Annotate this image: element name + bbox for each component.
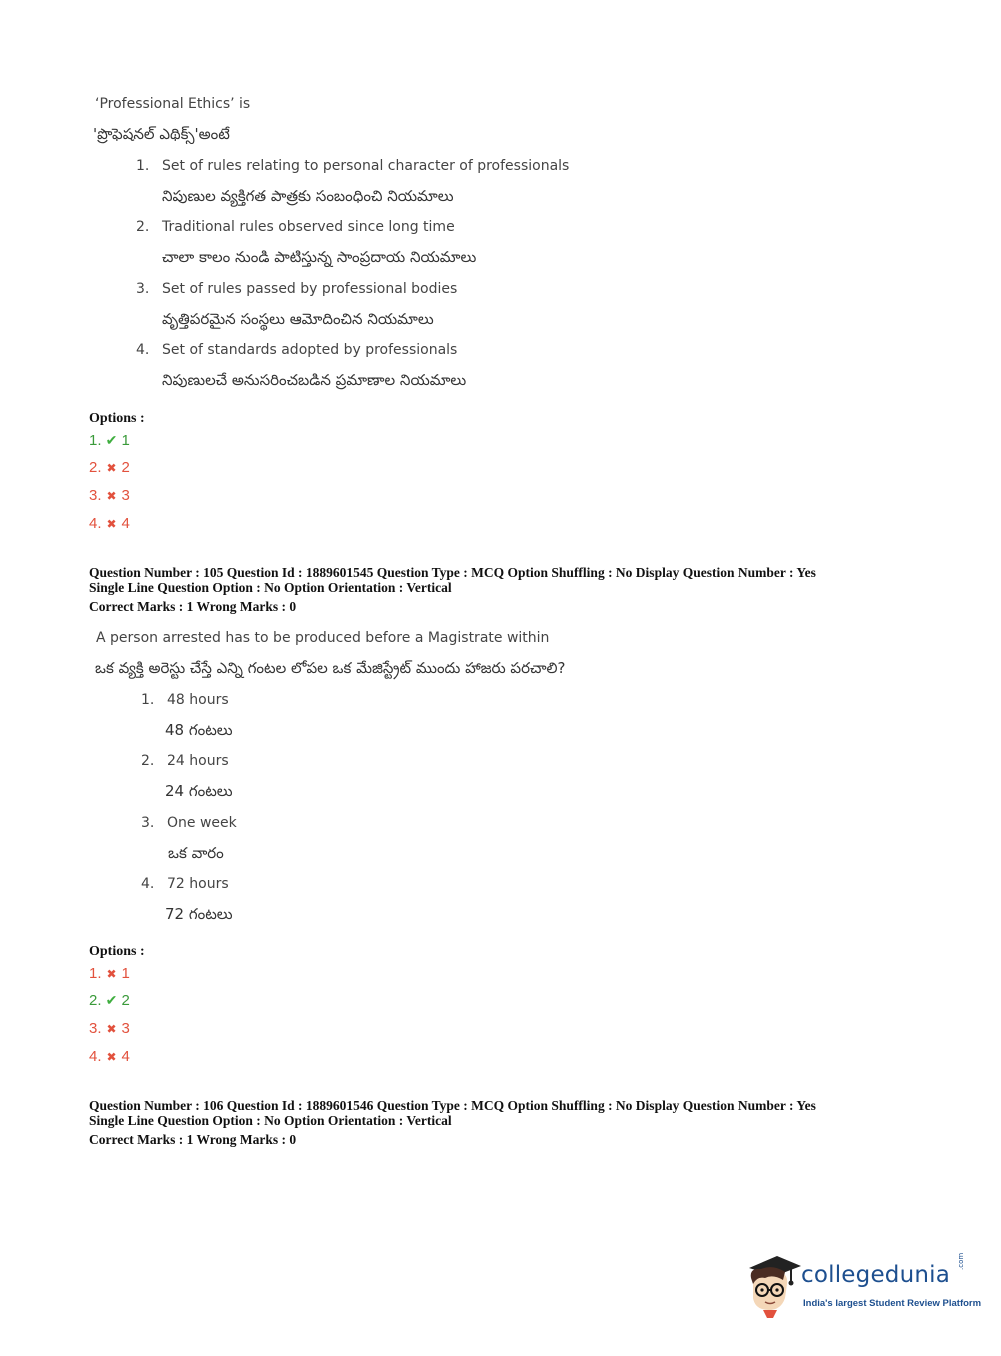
q104-option-1-te: నిపుణుల వ్యక్తిగత పాత్రకు సంబంధించి నియమాలు — [162, 187, 454, 205]
q105-option-4-en: 4. 72 hours — [141, 876, 229, 892]
q104-option-4-te: నిపుణులచే అనుసరించబడిన ప్రమాణాల నియమాలు — [162, 371, 467, 389]
check-icon: ✔ — [105, 992, 118, 1008]
cross-icon: ✖ — [106, 1022, 117, 1036]
q106-meta-line2: Single Line Question Option : No Option Orientation : Vertical — [89, 1113, 452, 1128]
mascot-icon — [743, 1252, 803, 1318]
q105-options-heading: Options : — [89, 944, 145, 959]
q105-answer-2: 2. ✔ 2 — [89, 992, 130, 1009]
q106-marks: Correct Marks : 1 Wrong Marks : 0 — [89, 1132, 297, 1147]
q105-question-te: ఒక వ్యక్తి అరెస్టు చేస్తే ఎన్ని గంటల లోపల ఒక మేజిస్ట్రేట్ ముందు హాజరు పరచాలి? — [95, 659, 566, 677]
q105-option-4-te: 72 గంటలు — [165, 905, 233, 923]
q105-option-3-te: ఒక వారం — [168, 844, 224, 862]
check-icon: ✔ — [105, 432, 118, 448]
q105-meta-line2: Single Line Question Option : No Option Orientation : Vertical — [89, 580, 452, 595]
collegedunia-logo[interactable] — [743, 1252, 982, 1318]
q105-meta-line1: Question Number : 105 Question Id : 1889601545 Question Type : MCQ Option Shuffling : No Display Question Number : Yes — [89, 565, 816, 580]
logo-wordmark: collegedunia — [801, 1262, 951, 1288]
cross-icon: ✖ — [106, 967, 117, 981]
q105-option-1-en: 1. 48 hours — [141, 692, 229, 708]
q104-option-2-en: 2. Traditional rules observed since long time — [136, 219, 455, 235]
q105-option-2-en: 2. 24 hours — [141, 753, 229, 769]
q104-option-1-en: 1. Set of rules relating to personal character of professionals — [136, 158, 570, 174]
q104-answer-1: 1. ✔ 1 — [89, 432, 130, 449]
q104-option-4-en: 4. Set of standards adopted by professionals — [136, 342, 458, 358]
q104-answer-4: 4. ✖ 4 — [89, 515, 130, 532]
cross-icon: ✖ — [106, 517, 117, 531]
q104-answer-3: 3. ✖ 3 — [89, 487, 130, 504]
q105-option-3-en: 3. One week — [141, 815, 237, 831]
q105-question-en: A person arrested has to be produced before a Magistrate within — [96, 630, 550, 646]
cross-icon: ✖ — [106, 489, 117, 503]
q104-answer-2: 2. ✖ 2 — [89, 459, 130, 476]
q104-question-te: 'ప్రొఫెషనల్ ఎథిక్స్'అంటే — [93, 125, 230, 143]
q104-option-3-te: వృత్తిపరమైన సంస్థలు ఆమోదించిన నియమాలు — [162, 310, 434, 328]
q104-option-2-te: చాలా కాలం నుండి పాటిస్తున్న సాంప్రదాయ నియమాలు — [162, 248, 477, 266]
q105-answer-3: 3. ✖ 3 — [89, 1020, 130, 1037]
q105-answer-4: 4. ✖ 4 — [89, 1048, 130, 1065]
logo-domain-suffix: .com — [957, 1252, 965, 1270]
q104-option-3-en: 3. Set of rules passed by professional bodies — [136, 281, 458, 297]
cross-icon: ✖ — [106, 1050, 117, 1064]
q105-option-2-te: 24 గంటలు — [165, 782, 233, 800]
logo-tagline: India's largest Student Review Platform — [803, 1298, 982, 1309]
q104-question-en: ‘Professional Ethics’ is — [95, 96, 251, 112]
cross-icon: ✖ — [106, 461, 117, 475]
q105-answer-1: 1. ✖ 1 — [89, 965, 130, 982]
q104-options-heading: Options : — [89, 411, 145, 426]
q106-meta-line1: Question Number : 106 Question Id : 1889601546 Question Type : MCQ Option Shuffling : No Display Question Number : Yes — [89, 1098, 816, 1113]
q105-marks: Correct Marks : 1 Wrong Marks : 0 — [89, 599, 297, 614]
q105-option-1-te: 48 గంటలు — [165, 721, 233, 739]
